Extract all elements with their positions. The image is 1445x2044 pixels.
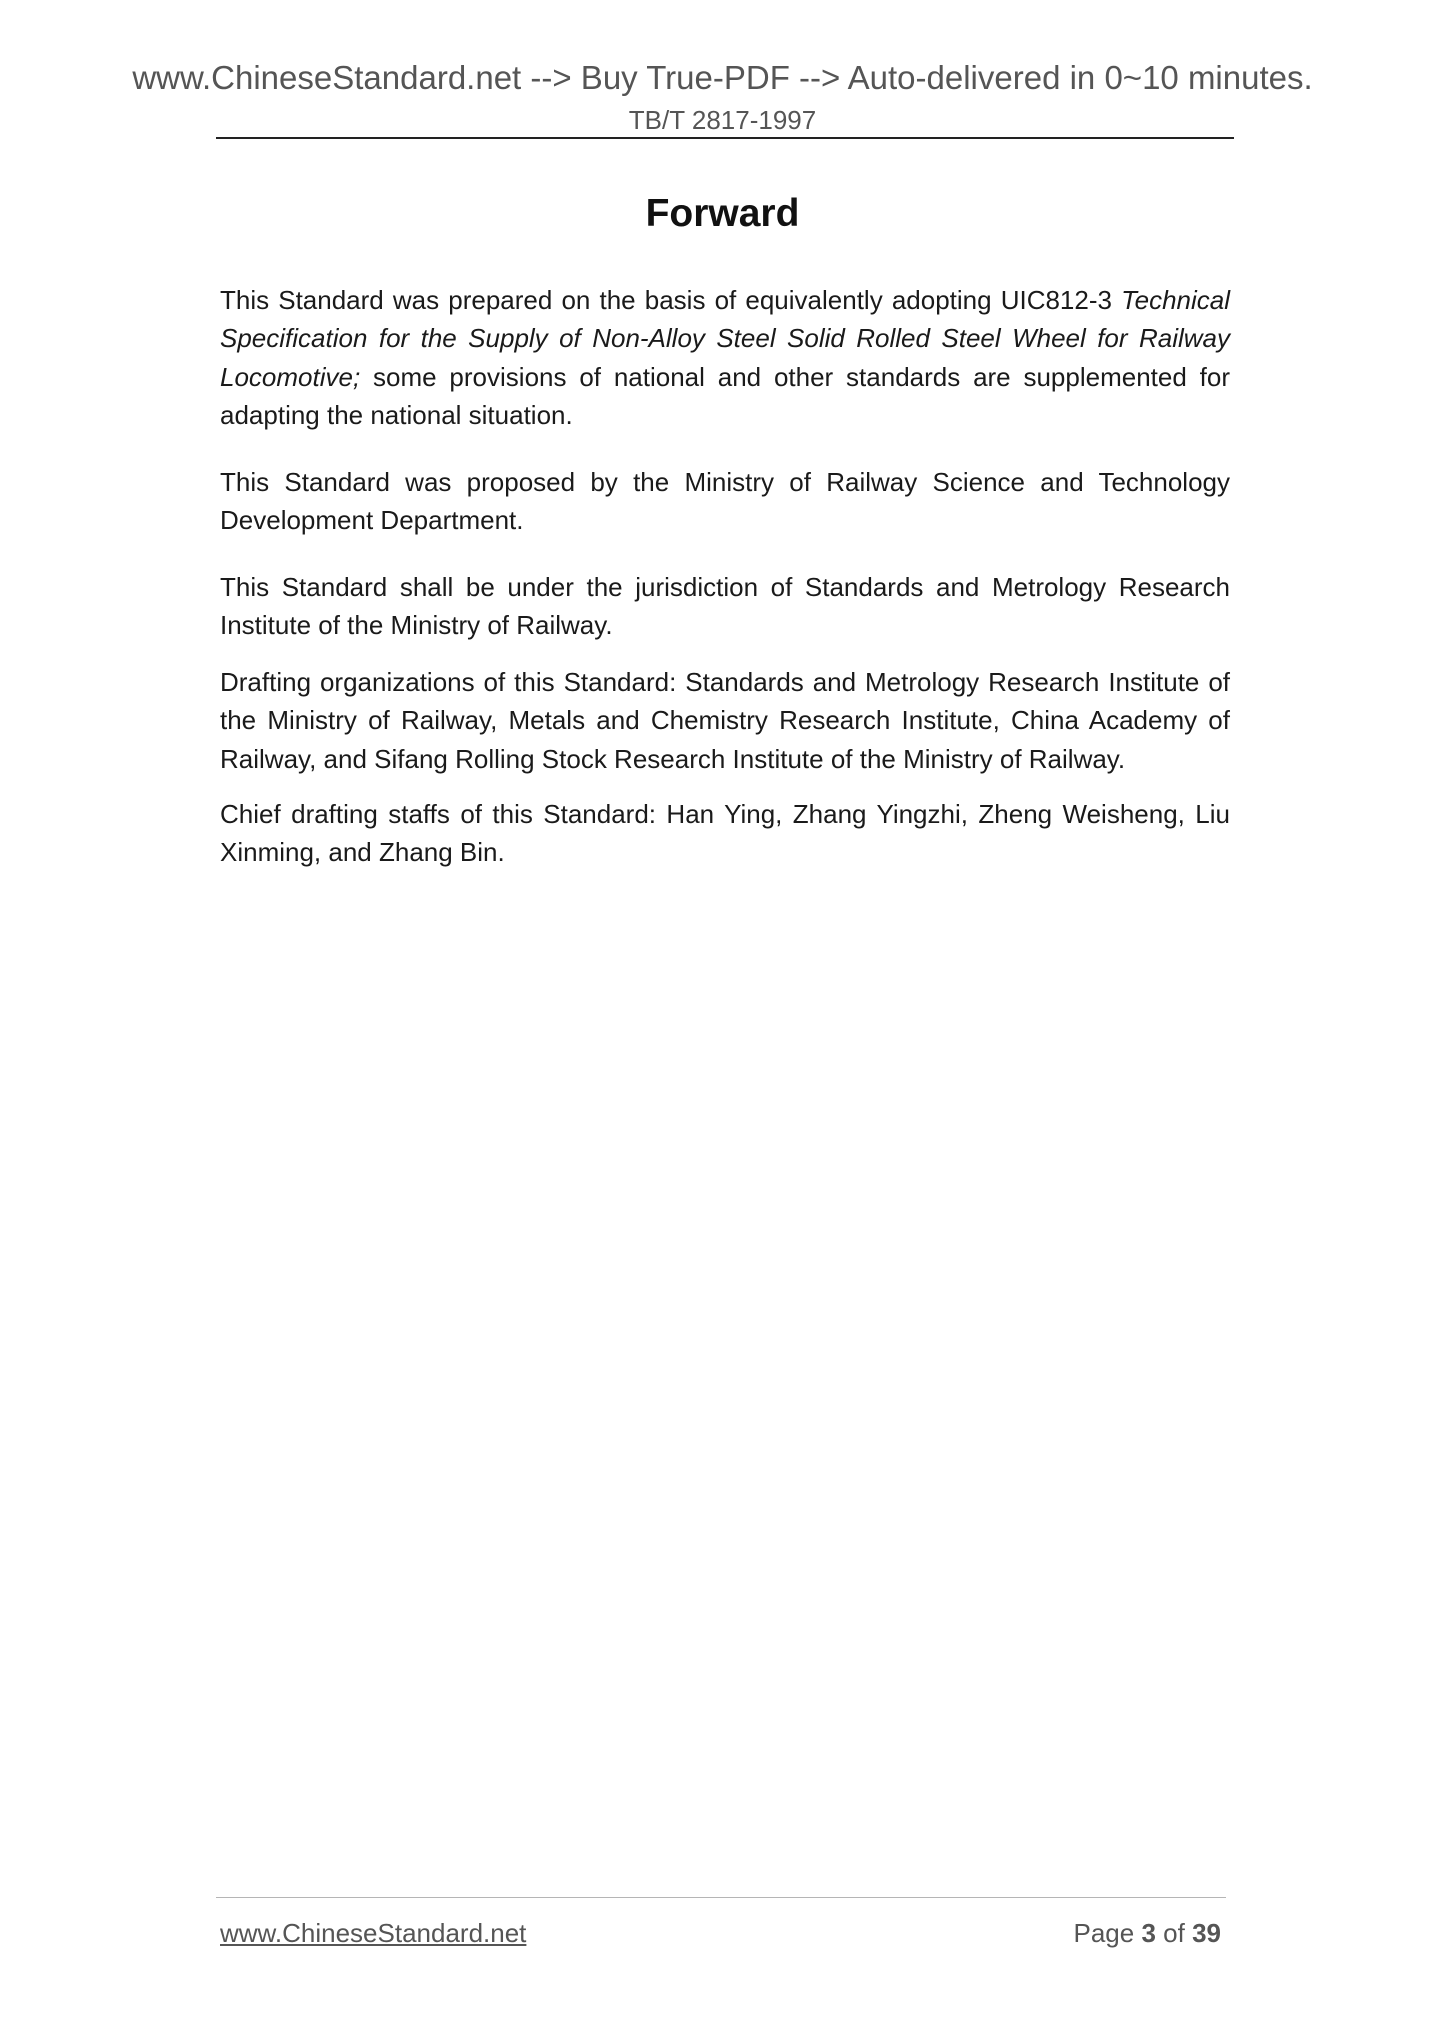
page-label: Page xyxy=(1073,1918,1135,1948)
paragraph-proposed-by-text: This Standard was proposed by the Ministry of Railway Science and Technology Development Department. xyxy=(220,467,1230,536)
page-of: of xyxy=(1163,1918,1185,1948)
paragraph-jurisdiction xyxy=(220,568,1230,645)
document-code: TB/T 2817-1997 xyxy=(628,105,817,135)
footer-divider xyxy=(216,1897,1226,1898)
paragraph-proposed-by xyxy=(220,463,1230,540)
page-total: 39 xyxy=(1192,1918,1221,1948)
header-banner: www.ChineseStandard.net --> Buy True-PDF --> Auto-delivered in 0~10 minutes. xyxy=(132,59,1313,96)
paragraph-adoption-spec-title: Technical Specification for the Supply of Non-Alloy Steel Solid Rolled Steel Wheel for Railway Locomotive; xyxy=(220,285,1230,392)
footer-website-link[interactable]: www.ChineseStandard.net xyxy=(220,1918,527,1948)
paragraph-adoption-post: some provisions of national and other standards are supplemented for adapting the national situation. xyxy=(220,361,1230,431)
page-number xyxy=(1073,1917,1221,1949)
paragraph-jurisdiction-text: This Standard shall be under the jurisdiction of Standards and Metrology Research Institute of the Ministry of Railway. xyxy=(220,572,1230,641)
paragraph-drafting-staff xyxy=(220,795,1230,872)
paragraph-drafting-organizations-text: Drafting organizations of this Standard: Standards and Metrology Research Institute of the Ministry of Railway, Metals and Chemistry Research Institute, China Academy of Railway, and Sifang Rolling Stock Research Institute of the Ministry of Railway. xyxy=(220,667,1230,774)
page-title: Forward xyxy=(645,192,800,235)
paragraph-adoption xyxy=(220,281,1230,435)
page-current: 3 xyxy=(1141,1918,1156,1948)
header-divider xyxy=(216,137,1234,139)
paragraph-drafting-organizations xyxy=(220,663,1230,778)
paragraph-adoption-pre: This Standard was prepared on the basis of equivalently adopting UIC812-3 xyxy=(220,285,1122,315)
paragraph-drafting-staff-text: Chief drafting staffs of this Standard: Han Ying, Zhang Yingzhi, Zheng Weisheng, Liu Xinming, and Zhang Bin. xyxy=(220,799,1230,868)
